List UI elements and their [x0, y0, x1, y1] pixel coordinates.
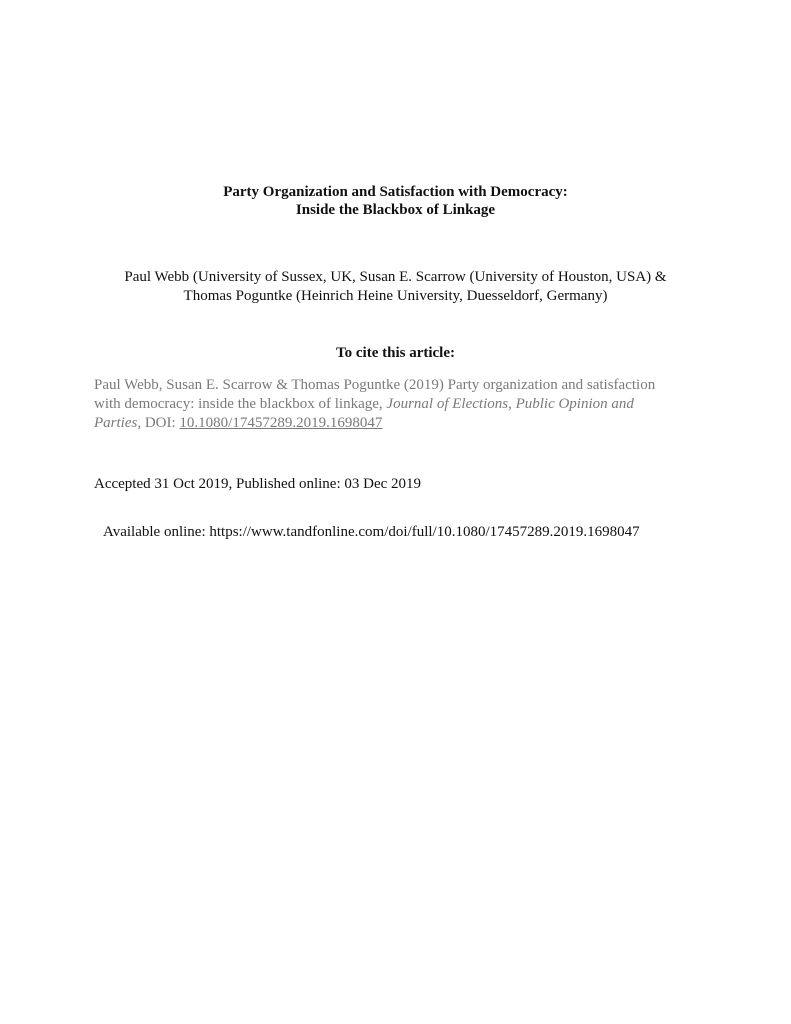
paper-title: [0, 183, 791, 219]
cite-heading: To cite this article:: [336, 345, 455, 361]
available-online-url[interactable]: Available online: https://www.tandfonline.com/doi/full/10.1080/17457289.2019.1698047: [103, 524, 640, 540]
title-line-1: Party Organization and Satisfaction with Democracy:: [223, 184, 568, 200]
authors-line-2: Thomas Poguntke (Heinrich Heine University, Duesseldorf, Germany): [183, 288, 608, 304]
journal-name-part-2: Parties: [94, 415, 138, 431]
citation-text: [94, 376, 714, 433]
title-line-2: Inside the Blackbox of Linkage: [295, 202, 496, 218]
doi-link[interactable]: 10.1080/17457289.2019.1698047: [179, 415, 383, 431]
authors-line-1: Paul Webb (University of Sussex, UK, Susan E. Scarrow (University of Houston, USA) &: [124, 269, 667, 285]
author-list: [0, 268, 791, 306]
citation-line-2-text: with democracy: inside the blackbox of linkage,: [94, 396, 387, 412]
citation-line-2: [94, 395, 714, 414]
citation-line-1: Paul Webb, Susan E. Scarrow & Thomas Poguntke (2019) Party organization and satisfaction: [94, 377, 656, 393]
doi-prefix: , DOI:: [137, 415, 180, 431]
publication-dates: Accepted 31 Oct 2019, Published online: 03 Dec 2019: [94, 476, 422, 492]
journal-name-part-1: Journal of Elections, Public Opinion and: [386, 396, 634, 412]
citation-line-3: [94, 414, 714, 433]
